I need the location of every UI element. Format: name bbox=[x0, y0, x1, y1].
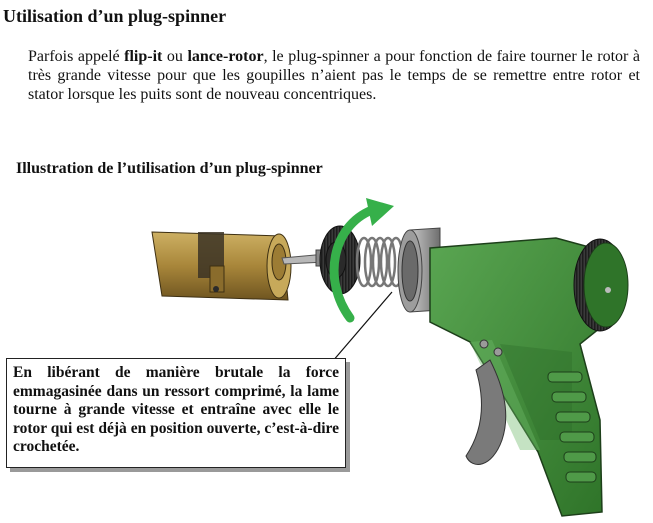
intro-prefix: Parfois appelé bbox=[28, 48, 125, 65]
intro-rest: , le plug-spinner a pour fonction de faire tourner le rotor à très grande vitesse pour que les goupilles n’aient pas le temps de se remettre entre rotor et stator lorsque les puits sont de nouveau concentriques. bbox=[28, 48, 641, 103]
term-flip-it: flip-it bbox=[124, 48, 163, 65]
rear-knob bbox=[574, 239, 628, 331]
intro-paragraph bbox=[28, 47, 640, 104]
intro-middle: ou bbox=[162, 48, 188, 65]
term-lance-rotor: lance-rotor bbox=[187, 48, 264, 65]
figure-title: Illustration de l’utilisation d’un plug-spinner bbox=[16, 160, 323, 177]
compressed-spring bbox=[357, 238, 403, 286]
section-title: Utilisation d’un plug-spinner bbox=[3, 6, 227, 26]
lock-cylinder bbox=[152, 232, 291, 300]
plug-spinner-illustration bbox=[0, 180, 653, 523]
callout-box: En libérant de manière brutale la force emmagasinée dans un ressort comprimé, la lame tourne à grande vitesse et entraîne avec elle le rotor qui est déjà en position ouverte, c’est-à-dire crochetée. bbox=[6, 358, 346, 468]
